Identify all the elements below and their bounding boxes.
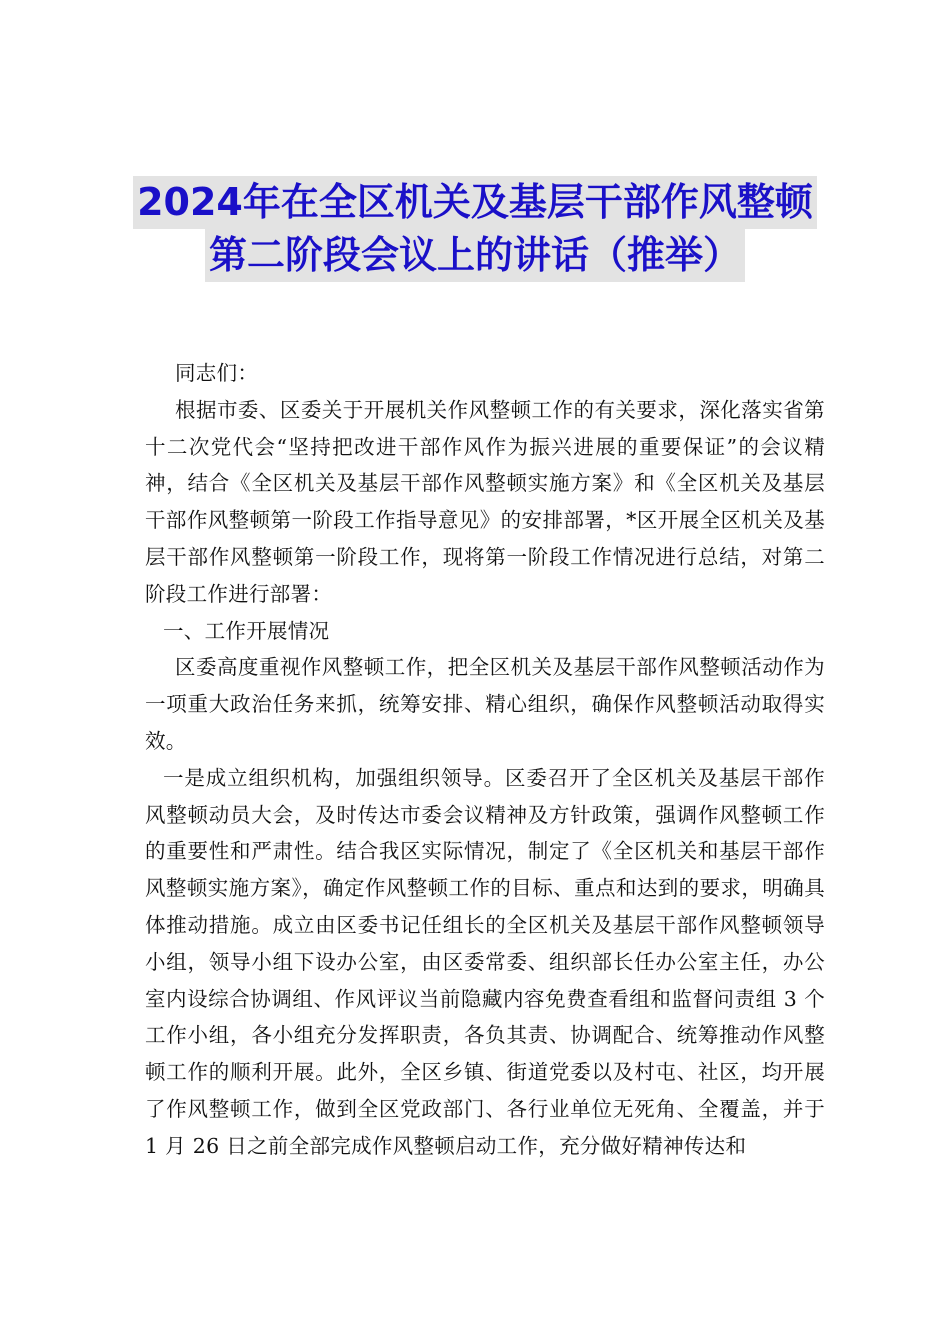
title-line-1: 2024年在全区机关及基层干部作风整顿 [133, 176, 817, 229]
paragraph-intro: 根据市委、区委关于开展机关作风整顿工作的有关要求，深化落实省第十二次党代会“坚持把改进干部作风作为振兴进展的重要保证”的会议精神，结合《全区机关及基层干部作风整顿实施方案》和《全区机关及基层干部作风整顿第一阶段工作指导意见》的安排部署，*区开展全区机关及基层干部作风整顿第一阶段工作，现将第一阶段工作情况进行总结，对第二阶段工作进行部署： [145, 397, 825, 606]
section-heading: 一、工作开展情况 [163, 618, 330, 643]
paragraph-first-point: 一是成立组织机构，加强组织领导。区委召开了全区机关及基层干部作风整顿动员大会，及时传达市委会议精神及方针政策，强调作风整顿工作的重要性和严肃性。结合我区实际情况，制定了《全区机关和基层干部作风整顿实施方案》，确定作风整顿工作的目标、重点和达到的要求，明确具体推动措施。成立由区委书记任组长的全区机关及基层干部作风整顿领导小组，领导小组下设办公室，由区委常委、组织部长任办公室主任，办公室内设综合协调组、作风评议当前隐藏内容免费查看组和监督问责组 3 个工作小组，各小组充分发挥职责，各负其责、协调配合、统筹推动作风整顿工作的顺利开展。此外，全区乡镇、街道党委以及村屯、社区，均开展了作风整顿工作，做到全区党政部门、各行业单位无死角、全覆盖，并于 1 月 26 日之前全部完成作风整顿启动工作，充分做好精神传达和 [145, 765, 825, 1158]
document-body [145, 355, 825, 1165]
title-line-2: 第二阶段会议上的讲话（推举） [205, 229, 745, 282]
paragraph-overview: 区委高度重视作风整顿工作，把全区机关及基层干部作风整顿活动作为一项重大政治任务来抓，统筹安排、精心组织，确保作风整顿活动取得实效。 [145, 655, 825, 753]
document-title [0, 176, 950, 282]
salutation: 同志们： [175, 361, 259, 385]
